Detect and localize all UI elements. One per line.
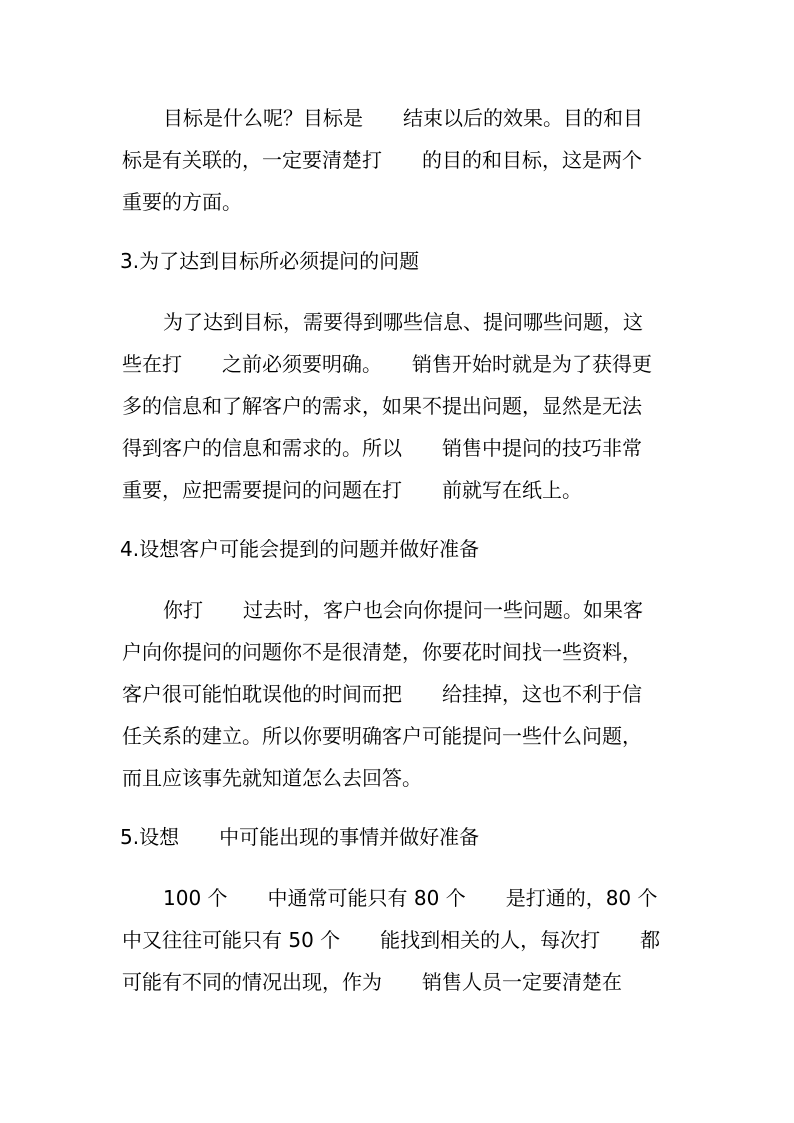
paragraph-line: 户向你提问的问题你不是很清楚，你要花时间找一些资料， xyxy=(122,640,642,664)
paragraph-line: 为了达到目标，需要得到哪些信息、提问哪些问题，这 xyxy=(163,310,643,334)
paragraph-line: 你打 过去时，客户也会向你提问一些问题。如果客 xyxy=(163,598,643,622)
paragraph-line: 而且应该事先就知道怎么去回答。 xyxy=(122,766,422,790)
paragraph-line: 可能有不同的情况出现，作为 销售人员一定要清楚在 xyxy=(122,970,622,994)
paragraph-line: 重要，应把需要提问的问题在打 前就写在纸上。 xyxy=(122,478,582,502)
paragraph-line: 目标是什么呢？目标是 结束以后的效果。目的和目 xyxy=(163,106,643,130)
paragraph-line: 得到客户的信息和需求的。所以 销售中提问的技巧非常 xyxy=(122,436,642,460)
paragraph-line: 任关系的建立。所以你要明确客户可能提问一些什么问题， xyxy=(122,724,642,748)
section-heading: 4.设想客户可能会提到的问题并做好准备 xyxy=(120,537,480,561)
section-heading: 5.设想 中可能出现的事情并做好准备 xyxy=(120,825,480,849)
paragraph-line: 客户很可能怕耽误他的时间而把 给挂掉，这也不利于信 xyxy=(122,682,642,706)
paragraph-line: 些在打 之前必须要明确。 销售开始时就是为了获得更 xyxy=(122,352,652,376)
paragraph-line: 重要的方面。 xyxy=(122,190,242,214)
paragraph-line: 多的信息和了解客户的需求，如果不提出问题，显然是无法 xyxy=(122,394,642,418)
paragraph-line: 100 个 中通常可能只有 80 个 是打通的，80 个 xyxy=(163,886,658,910)
paragraph-line: 中又往往可能只有 50 个 能找到相关的人，每次打 都 xyxy=(122,928,661,952)
section-heading: 3.为了达到目标所必须提问的问题 xyxy=(120,249,420,273)
paragraph-line: 标是有关联的，一定要清楚打 的目的和目标，这是两个 xyxy=(122,148,642,172)
